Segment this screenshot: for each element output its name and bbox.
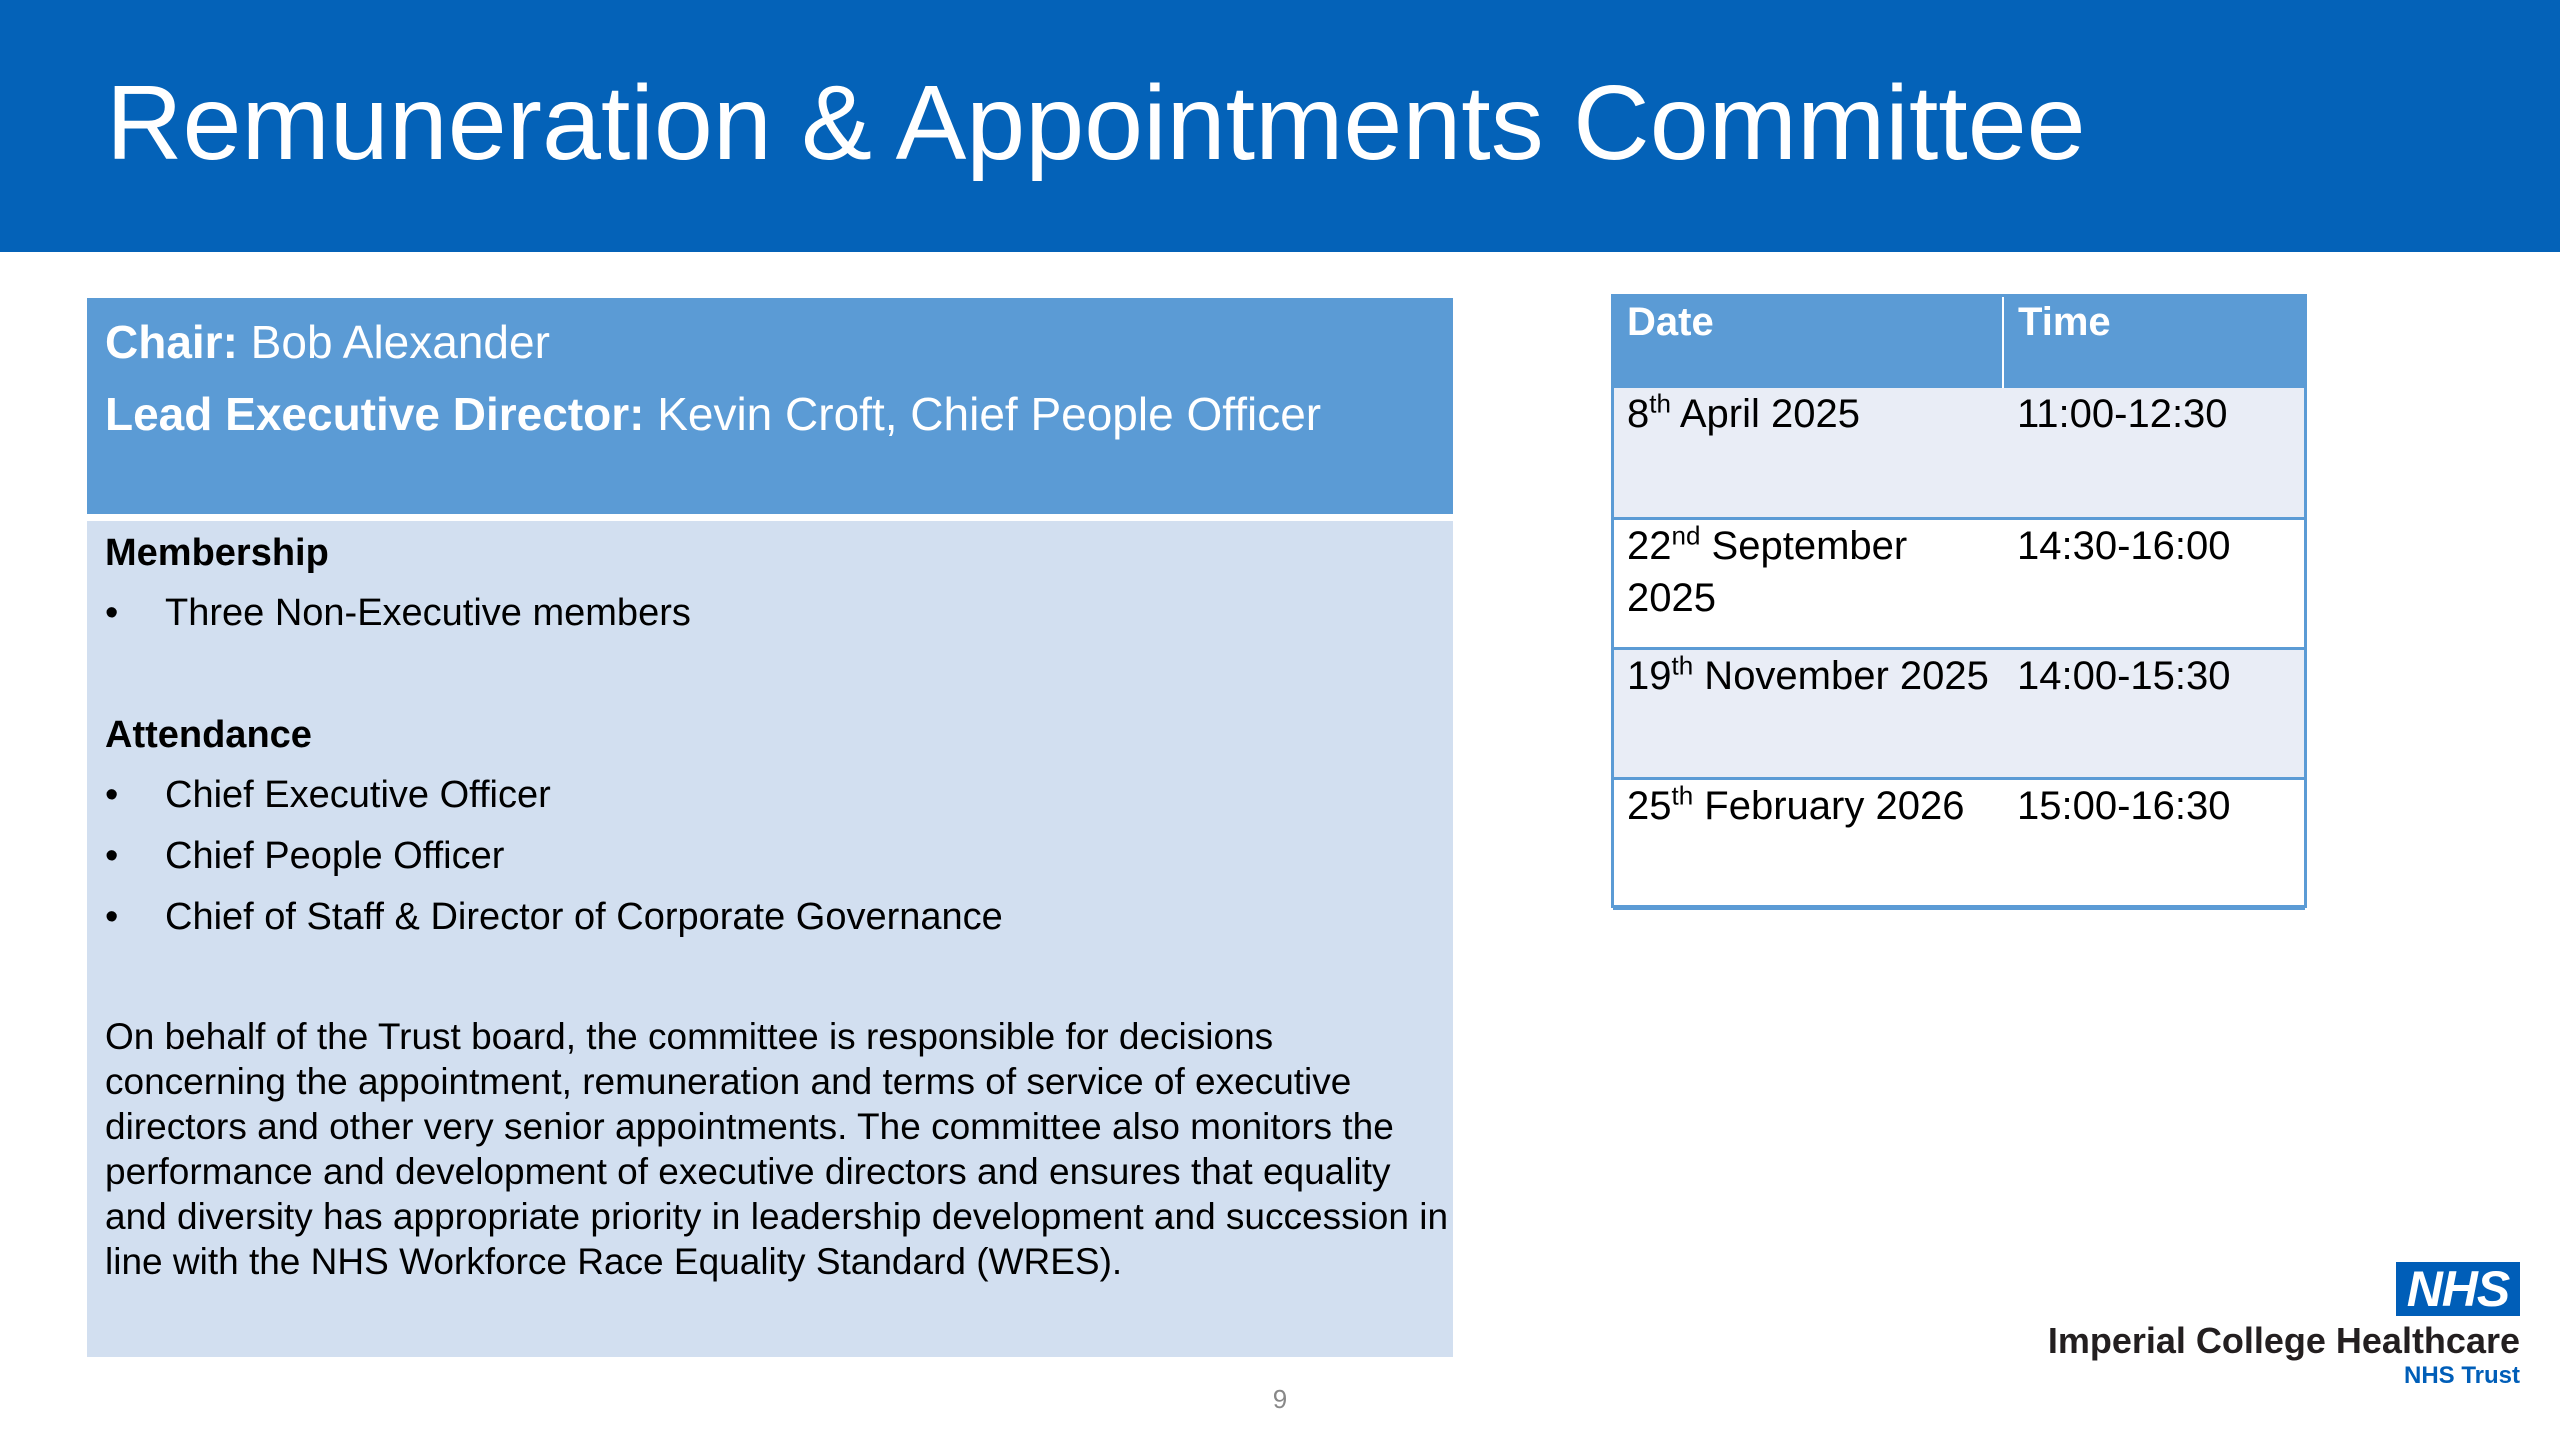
table-row — [1613, 518, 2305, 648]
meeting-date: 25th February 2026 — [1613, 778, 2003, 908]
committee-leads-panel — [87, 298, 1453, 514]
list-item: • Chief Executive Officer — [105, 765, 1003, 826]
lead-director-value: Kevin Croft, Chief People Officer — [644, 388, 1322, 440]
title-band — [0, 0, 2560, 252]
bullet-icon: • — [105, 896, 119, 938]
bullet-icon: • — [105, 774, 119, 816]
list-item: • Chief of Staff & Director of Corporate Governance — [105, 887, 1003, 948]
meeting-date: 22nd September 2025 — [1613, 518, 2003, 648]
meeting-time: 14:00-15:30 — [2003, 648, 2305, 778]
attendance-heading: Attendance — [105, 714, 312, 756]
bullet-icon: • — [105, 835, 119, 877]
organisation-subtitle: NHS Trust — [2403, 1362, 2520, 1389]
table-header-row — [1613, 296, 2305, 388]
list-item: • Three Non-Executive members — [105, 583, 691, 644]
page-title: Remuneration & Appointments Committee — [106, 64, 2086, 182]
chair-value: Bob Alexander — [237, 316, 550, 368]
meeting-time: 15:00-16:30 — [2003, 778, 2305, 908]
chair-label: Chair: — [105, 316, 238, 368]
nhs-logo-icon: NHS — [2396, 1262, 2520, 1316]
date-column-header: Date — [1613, 296, 2003, 388]
meeting-date: 8th April 2025 — [1613, 388, 2003, 518]
organisation-name: Imperial College Healthcare — [2047, 1320, 2520, 1361]
table-row — [1613, 388, 2305, 518]
committee-details-panel — [87, 521, 1453, 1357]
meeting-time: 11:00-12:30 — [2003, 388, 2305, 518]
bullet-icon: • — [105, 592, 119, 634]
time-column-header: Time — [2003, 296, 2305, 388]
meeting-date: 19th November 2025 — [1613, 648, 2003, 778]
membership-heading: Membership — [105, 532, 329, 574]
committee-description: On behalf of the Trust board, the committee is responsible for decisions concerning the appointment, remuneration and terms of service of executive directors and other very senior appointments. The committee also monitors the performance and development of executive directors and ensures that equality and diversity has appropriate priority in leadership development and succession in line with the NHS Workforce Race Equality Standard (WRES). — [105, 1016, 1449, 1282]
table-row — [1613, 778, 2305, 908]
lead-director-label: Lead Executive Director: — [105, 388, 645, 440]
list-item: • Chief People Officer — [105, 826, 1003, 887]
chair-line — [105, 306, 1435, 378]
meeting-schedule-table — [1613, 296, 2305, 910]
page-number: 9 — [1272, 1384, 1288, 1414]
lead-director-line — [105, 378, 1435, 450]
meeting-time: 14:30-16:00 — [2003, 518, 2305, 648]
attendance-list — [105, 765, 1003, 948]
table-row — [1613, 648, 2305, 778]
membership-list — [105, 583, 691, 644]
